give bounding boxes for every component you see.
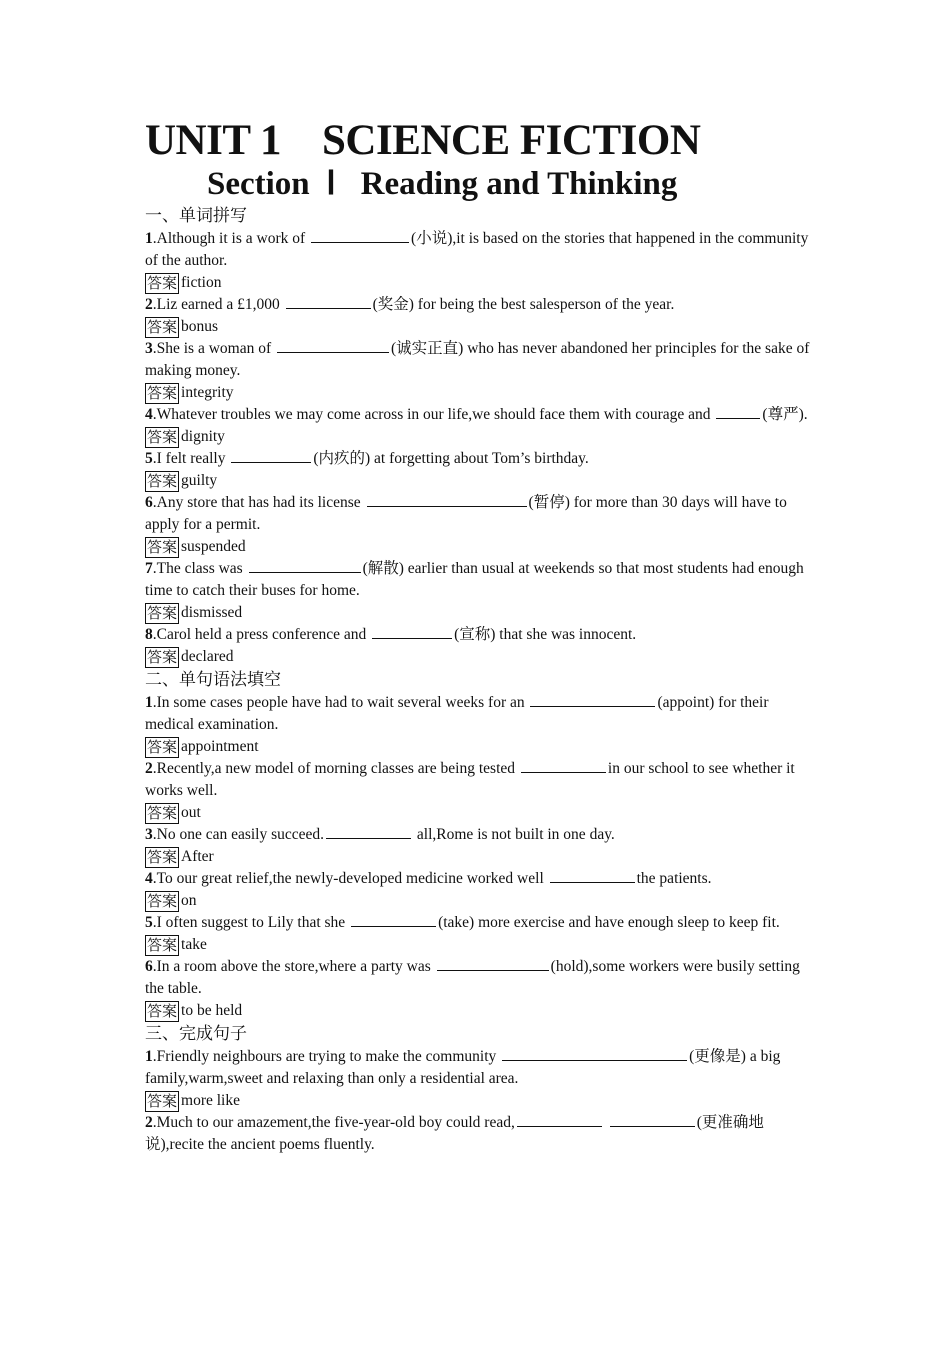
answer-text: appointment bbox=[181, 738, 259, 755]
answer-text: fiction bbox=[181, 274, 222, 291]
answer-tag: 答案 bbox=[147, 471, 178, 490]
answer-text: declared bbox=[181, 648, 234, 665]
question: 2.Liz earned a £1,000 (奖金) for being the best salesperson of the year. bbox=[145, 296, 675, 313]
answer-tag: 答案 bbox=[147, 647, 178, 666]
answer-blank[interactable] bbox=[367, 492, 527, 507]
answer-text: integrity bbox=[181, 384, 234, 401]
answer-row bbox=[145, 536, 811, 558]
part1-heading: 一、单词拼写 bbox=[145, 206, 247, 226]
answer-row bbox=[145, 934, 811, 956]
answer-text: out bbox=[181, 804, 201, 821]
question: 6.Any store that has had its license (暂停) for more than 30 days will have to apply for a permit. bbox=[145, 494, 787, 533]
answer-row bbox=[145, 1090, 811, 1112]
answer-blank[interactable] bbox=[550, 868, 635, 883]
answer-tag: 答案 bbox=[147, 427, 178, 446]
question: 8.Carol held a press conference and (宣称) that she was innocent. bbox=[145, 626, 637, 643]
answer-blank[interactable] bbox=[502, 1046, 687, 1061]
answer-row bbox=[145, 802, 811, 824]
answer-tag: 答案 bbox=[147, 935, 178, 954]
answer-blank[interactable] bbox=[530, 692, 655, 707]
question: 6.In a room above the store,where a party was (hold),some workers were busily setting the table. bbox=[145, 958, 800, 997]
answer-blank[interactable] bbox=[286, 294, 371, 309]
question: 4.Whatever troubles we may come across in our life,we should face them with courage and (尊严). bbox=[145, 406, 808, 423]
answer-text: guilty bbox=[181, 472, 218, 489]
question: 7.The class was (解散) earlier than usual at weekends so that most students had enough time to catch their buses for home. bbox=[145, 560, 804, 599]
answer-row bbox=[145, 602, 811, 624]
question: 2.Recently,a new model of morning classes are being tested in our school to see whether it works well. bbox=[145, 760, 795, 799]
document-page bbox=[145, 118, 811, 1156]
section-title: Section Ⅰ Reading and Thinking bbox=[207, 166, 678, 202]
answer-blank[interactable] bbox=[610, 1112, 695, 1127]
answer-tag: 答案 bbox=[147, 1091, 178, 1110]
answer-tag: 答案 bbox=[147, 537, 178, 556]
answer-row bbox=[145, 846, 811, 868]
answer-blank[interactable] bbox=[521, 758, 606, 773]
answer-blank[interactable] bbox=[326, 824, 411, 839]
answer-row bbox=[145, 316, 811, 338]
answer-row bbox=[145, 470, 811, 492]
answer-blank[interactable] bbox=[372, 624, 452, 639]
part2-heading: 二、单句语法填空 bbox=[145, 670, 281, 690]
question: 5.I often suggest to Lily that she (take) more exercise and have enough sleep to keep fit. bbox=[145, 914, 780, 931]
answer-row bbox=[145, 272, 811, 294]
answer-tag: 答案 bbox=[147, 273, 178, 292]
answer-blank[interactable] bbox=[517, 1112, 602, 1127]
answer-tag: 答案 bbox=[147, 891, 178, 910]
answer-text: dignity bbox=[181, 428, 225, 445]
answer-text: bonus bbox=[181, 318, 219, 335]
answer-tag: 答案 bbox=[147, 803, 178, 822]
answer-blank[interactable] bbox=[231, 448, 311, 463]
answer-text: take bbox=[181, 936, 207, 953]
part3-heading: 三、完成句子 bbox=[145, 1024, 247, 1044]
question: 1.Although it is a work of (小说),it is based on the stories that happened in the community of the author. bbox=[145, 230, 809, 269]
answer-blank[interactable] bbox=[716, 404, 760, 419]
question: 1.Friendly neighbours are trying to make the community (更像是) a big family,warm,sweet and relaxing than only a residential area. bbox=[145, 1048, 781, 1087]
answer-text: on bbox=[181, 892, 197, 909]
answer-blank[interactable] bbox=[351, 912, 436, 927]
answer-row bbox=[145, 1000, 811, 1022]
answer-row bbox=[145, 890, 811, 912]
question: 5.I felt really (内疚的) at forgetting about Tom’s birthday. bbox=[145, 450, 589, 467]
unit-title: UNIT 1 SCIENCE FICTION bbox=[145, 117, 701, 164]
question: 3.No one can easily succeed. all,Rome is not built in one day. bbox=[145, 826, 615, 843]
answer-tag: 答案 bbox=[147, 847, 178, 866]
answer-row bbox=[145, 382, 811, 404]
answer-text: dismissed bbox=[181, 604, 243, 621]
answer-tag: 答案 bbox=[147, 317, 178, 336]
question: 4.To our great relief,the newly-developed medicine worked well the patients. bbox=[145, 870, 712, 887]
answer-blank[interactable] bbox=[277, 338, 389, 353]
answer-text: to be held bbox=[181, 1002, 243, 1019]
answer-row bbox=[145, 646, 811, 668]
answer-blank[interactable] bbox=[311, 228, 409, 243]
answer-text: more like bbox=[181, 1092, 240, 1109]
question: 1.In some cases people have had to wait several weeks for an (appoint) for their medical examination. bbox=[145, 694, 769, 733]
answer-tag: 答案 bbox=[147, 383, 178, 402]
answer-text: suspended bbox=[181, 538, 246, 555]
answer-row bbox=[145, 426, 811, 448]
answer-text: After bbox=[181, 848, 214, 865]
question: 2.Much to our amazement,the five-year-old boy could read, (更准确地说),recite the ancient poems fluently. bbox=[145, 1114, 764, 1153]
answer-tag: 答案 bbox=[147, 737, 178, 756]
answer-blank[interactable] bbox=[249, 558, 361, 573]
question: 3.She is a woman of (诚实正直) who has never abandoned her principles for the sake of making money. bbox=[145, 340, 810, 379]
answer-tag: 答案 bbox=[147, 1001, 178, 1020]
answer-row bbox=[145, 736, 811, 758]
answer-tag: 答案 bbox=[147, 603, 178, 622]
answer-blank[interactable] bbox=[437, 956, 549, 971]
